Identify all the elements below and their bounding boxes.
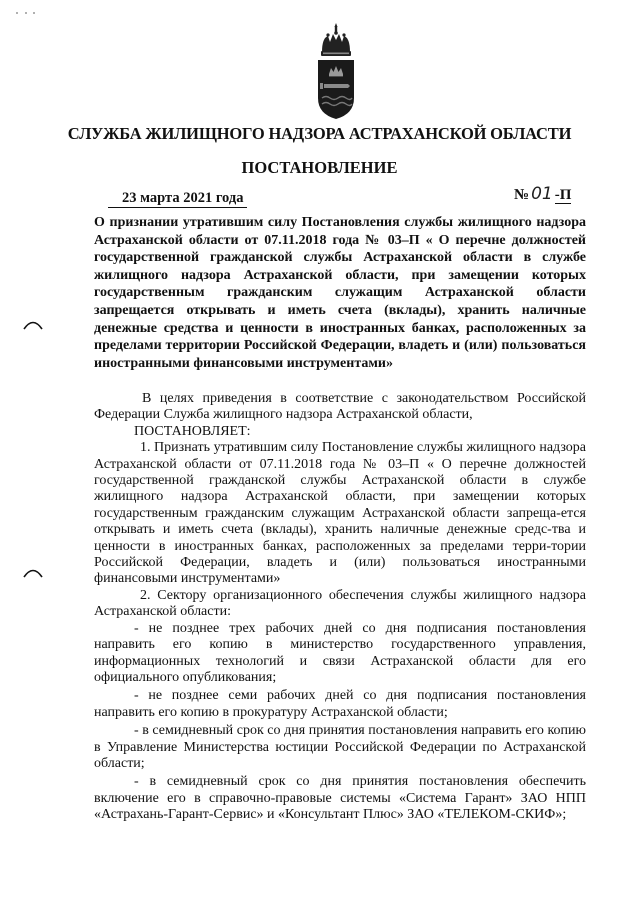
- organization-title: СЛУЖБА ЖИЛИЩНОГО НАДЗОРА АСТРАХАНСКОЙ ОБЛАСТИ: [67, 124, 572, 143]
- document-body: [94, 391, 586, 824]
- number-suffix: -П: [554, 187, 572, 203]
- document-number: [514, 184, 571, 204]
- resolve-heading: ПОСТАНОВЛЯЕТ:: [134, 423, 251, 439]
- item-2b-paragraph: - не позднее семи рабочих дней со дня подписания постановления направить его копию в прокуратуру Астраханской области;: [94, 688, 586, 720]
- item-2-paragraph: 2. Сектору организационного обеспечения службы жилищного надзора Астраханской области:: [94, 587, 586, 620]
- coat-of-arms-icon: [314, 22, 358, 120]
- punch-hole-bottom-icon: [22, 566, 44, 578]
- punch-hole-top-icon: [22, 318, 44, 330]
- item-1-paragraph: 1. Признать утратившим силу Постановление службы жилищного надзора Астраханской области от 07.11.2018 года № 03–П « О перечне должностей государственной гражданской службы Астраханской области в службе жилищного надзора Астраханской области, при замещении которых государственным гражданским служащим Астраханской области запреща-ется открывать и иметь счета (вклады), хранить наличные денежные средс-тва и ценности в иностранных банках, расположенных за пределами терри-тории Российской Федерации, владеть и (или) пользоваться иностранными финансовыми инструментами»: [94, 440, 586, 587]
- number-handwritten: 01: [531, 184, 553, 204]
- item-2a-paragraph: - не позднее трех рабочих дней со дня подписания постановления направить его копию в министерство государственного управления, информационных технологий и связи Астраханской области для его официального опубликования;: [94, 620, 586, 685]
- item-2c-paragraph: - в семидневный срок со дня принятия постановления направить его копию в Управление Министерства юстиции Российской Федерации по Астраханской области;: [94, 723, 586, 771]
- item-2d-paragraph: - в семидневный срок со дня принятия постановления обеспечить включение его в справочно-правовые системы «Система Гарант» ЗАО НПП «Астрахань-Гарант-Сервис» и «Консультант Плюс» ЗАО «ТЕЛЕКОМ-СКИФ»;: [94, 774, 586, 823]
- document-date: 23 марта 2021 года: [108, 190, 247, 208]
- document-type-title: ПОСТАНОВЛЕНИЕ: [241, 158, 398, 177]
- preamble-paragraph: В целях приведения в соответствие с законодательством Российской Федерации Служба жилищного надзора Астраханской области,: [94, 391, 586, 423]
- scan-artifact-icon: [14, 10, 44, 16]
- number-prefix: №: [514, 187, 530, 203]
- document-subject: О признании утратившим силу Постановления службы жилищного надзора Астраханской области от 07.11.2018 года № 03–П « О перечне должностей государственной гражданской службы Астраханской области в службе жилищного надзора Астраханской области, при замещении которых государственным гражданским служащим Астраханской области запрещается открывать и иметь счета (вклады), хранить наличные денежные средства и ценности в иностранных банках, расположенных за пределами территории Российской Федерации, владеть и (или) пользоваться иностранными финансовыми инструментами»: [94, 215, 586, 371]
